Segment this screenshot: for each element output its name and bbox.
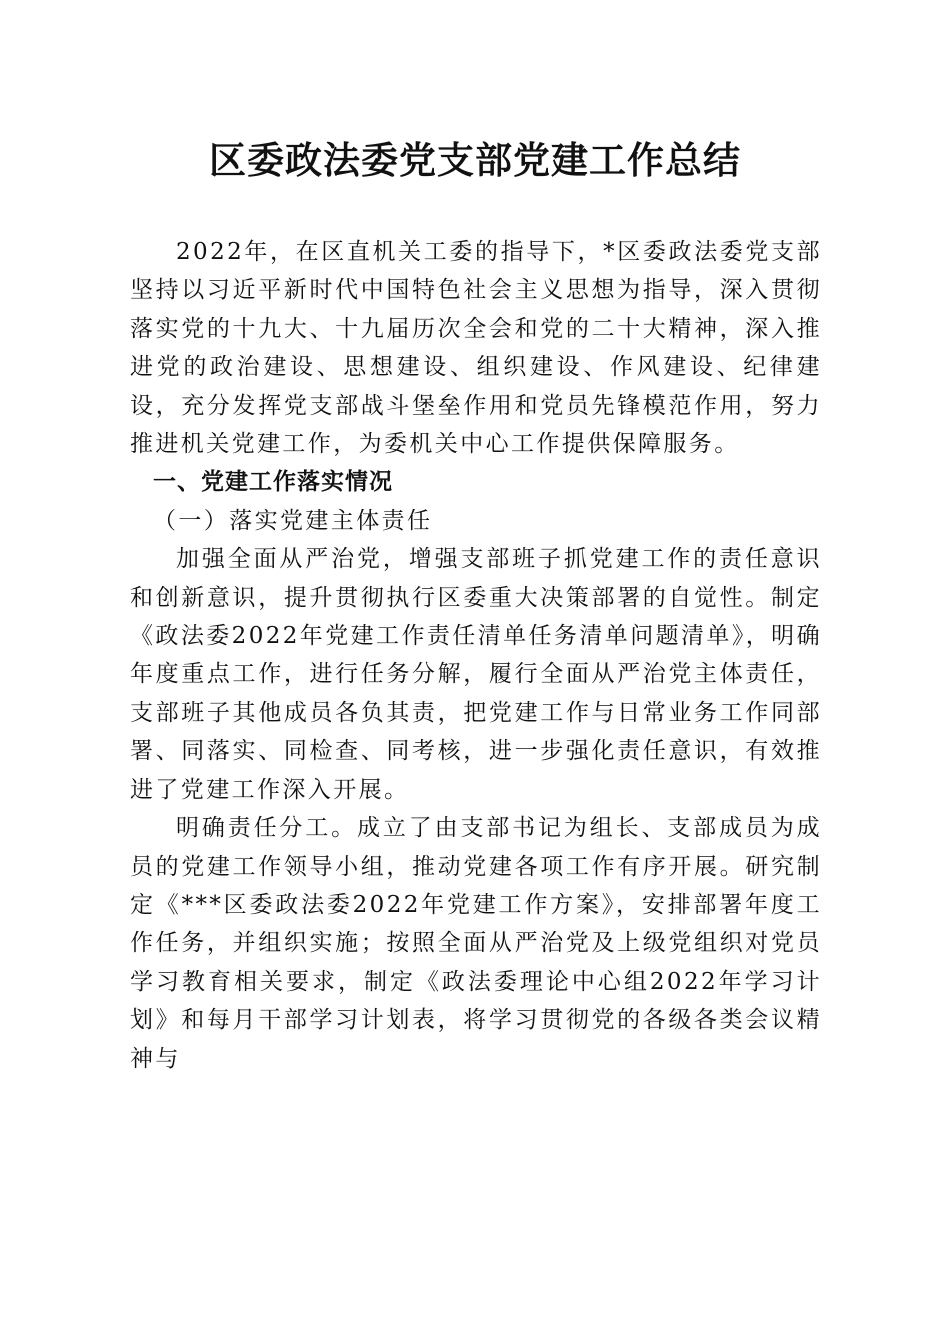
section-heading-1: 一、党建工作落实情况	[153, 469, 393, 496]
document-body	[130, 233, 822, 1078]
body-paragraph-1: 加强全面从严治党，增强支部班子抓党建工作的责任意识和创新意识，提升贯彻执行区委重大决策部署的自觉性。制定《政法委2022年党建工作责任清单任务清单问题清单》，明确年度重点工作，进行任务分解，履行全面从严治党主体责任，支部班子其他成员各负其责，把党建工作与日常业务工作同部署、同落实、同检查、同考核，进一步强化责任意识，有效推进了党建工作深入开展。	[130, 546, 822, 803]
body-paragraph-2: 明确责任分工。成立了由支部书记为组长、支部成员为成员的党建工作领导小组，推动党建各项工作有序开展。研究制定《***区委政法委2022年党建工作方案》，安排部署年度工作任务，并组织实施；按照全面从严治党及上级党组织对党员学习教育相关要求，制定《政法委理论中心组2022年学习计划》和每月干部学习计划表，将学习贯彻党的各级各类会议精神与	[130, 815, 822, 1072]
intro-paragraph: 2022年，在区直机关工委的指导下，*区委政法委党支部坚持以习近平新时代中国特色社会主义思想为指导，深入贯彻落实党的十九大、十九届历次全会和党的二十大精神，深入推进党的政治建设、思想建设、组织建设、作风建设、纪律建设，充分发挥党支部战斗堡垒作用和党员先锋模范作用，努力推进机关党建工作，为委机关中心工作提供保障服务。	[130, 239, 822, 458]
subsection-heading-1: （一）落实党建主体责任	[153, 507, 433, 534]
document-title: 区委政法委党支部党建工作总结	[209, 138, 741, 182]
